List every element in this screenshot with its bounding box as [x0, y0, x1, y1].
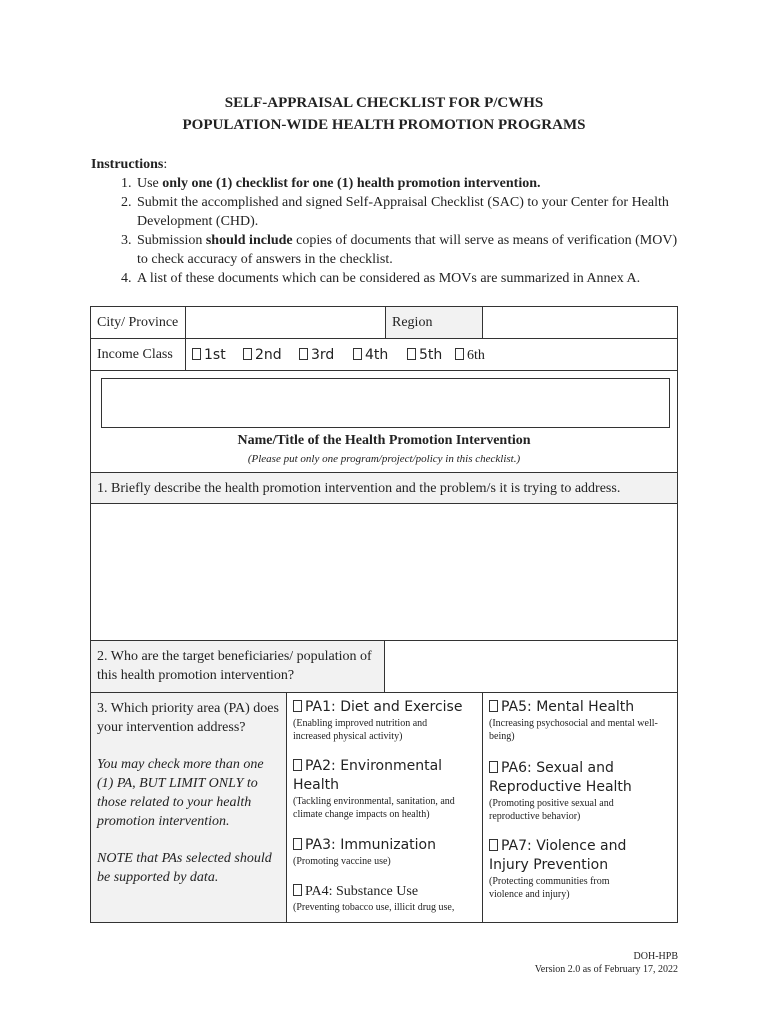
checkbox-icon	[192, 348, 201, 360]
pa6-description: (Promoting positive sexual and reproductive behavior)	[489, 798, 614, 822]
checkbox-icon	[407, 348, 416, 360]
question-2-label: 2. Who are the target beneficiaries/ population of this health promotion intervention?	[90, 640, 385, 693]
income-option-1st[interactable]: 1st	[192, 346, 226, 365]
pa4-description: (Preventing tobacco use, illicit drug use,	[293, 902, 455, 913]
footer-version: Version 2.0 as of February 17, 2022	[534, 964, 678, 975]
instruction-item-4: 4. A list of these documents which can be considered as MOVs are summarized in Annex A.	[135, 269, 681, 288]
income-class-options	[185, 338, 678, 371]
checkbox-icon	[489, 839, 498, 851]
region-label: Region	[385, 306, 483, 339]
question-3-note-1: You may check more than one (1) PA, BUT LIMIT ONLY to those related to your health promotion intervention.	[97, 757, 264, 829]
question-3-label-cell	[90, 692, 287, 923]
pa5-option[interactable]: PA5: Mental Health (Increasing psychosocial and mental well-being)	[489, 698, 669, 743]
priority-area-column-1	[286, 692, 483, 923]
income-option-6th[interactable]: 6th	[455, 346, 485, 365]
city-province-field[interactable]	[185, 306, 386, 339]
pa5-description: (Increasing psychosocial and mental well-being)	[489, 718, 658, 742]
intervention-name-field[interactable]	[101, 378, 670, 428]
checkbox-icon	[293, 700, 302, 712]
city-province-label: City/ Province	[90, 306, 186, 339]
pa3-description: (Promoting vaccine use)	[293, 856, 391, 867]
income-option-5th[interactable]: 5th	[407, 346, 442, 365]
instructions	[91, 155, 681, 288]
checkbox-icon	[489, 700, 498, 712]
pa2-description: (Tackling environmental, sanitation, and climate change impacts on health)	[293, 796, 455, 820]
income-option-4th[interactable]: 4th	[353, 346, 388, 365]
question-3-note-2: NOTE that PAs selected should be supported by data.	[97, 851, 272, 885]
income-option-2nd[interactable]: 2nd	[243, 346, 282, 365]
pa3-option[interactable]: PA3: Immunization (Promoting vaccine use)	[293, 836, 473, 868]
checkbox-icon	[353, 348, 362, 360]
instructions-colon: :	[163, 157, 168, 172]
pa1-description: (Enabling improved nutrition and increased physical activity)	[293, 718, 428, 742]
pa2-option[interactable]: PA2: Environmental Health (Tackling environmental, sanitation, and climate change impacts on health)	[293, 757, 473, 821]
checkbox-icon	[243, 348, 252, 360]
checkbox-icon	[299, 348, 308, 360]
priority-area-column-2	[482, 692, 678, 923]
instructions-heading: Instructions	[91, 157, 164, 172]
document-title-line2: POPULATION-WIDE HEALTH PROMOTION PROGRAMS	[182, 117, 586, 133]
document-title-line1: SELF-APPRAISAL CHECKLIST FOR P/CWHS	[224, 95, 544, 111]
intervention-name-section	[90, 370, 678, 473]
instruction-item-3: 3. Submission should include copies of documents that will serve as means of verification (MOV) to check accuracy of answers in the checklist.	[135, 231, 681, 269]
checkbox-icon	[489, 761, 498, 773]
instruction-item-2: 2. Submit the accomplished and signed Self-Appraisal Checklist (SAC) to your Center for Health Development (CHD).	[135, 193, 681, 231]
question-2-answer[interactable]	[384, 640, 678, 693]
pa7-option[interactable]: PA7: Violence and Injury Prevention (Protecting communities from violence and injury)	[489, 838, 627, 900]
question-3-label: 3. Which priority area (PA) does your intervention address?	[97, 701, 279, 735]
intervention-name-note: (Please put only one program/project/policy in this checklist.)	[247, 453, 521, 465]
instruction-item-1: 1. Use only one (1) checklist for one (1) health promotion intervention.	[135, 174, 681, 193]
pa1-option[interactable]: PA1: Diet and Exercise (Enabling improved nutrition and increased physical activity)	[293, 699, 463, 742]
question-1-answer[interactable]	[90, 503, 678, 641]
intervention-name-title: Name/Title of the Health Promotion Intervention	[237, 433, 531, 448]
pa7-description: (Protecting communities from violence and injury)	[489, 876, 610, 900]
checkbox-icon	[455, 348, 464, 360]
footer-org: DOH-HPB	[633, 951, 678, 962]
income-option-3rd[interactable]: 3rd	[299, 346, 334, 365]
checkbox-icon	[293, 759, 302, 771]
pa6-option[interactable]: PA6: Sexual and Reproductive Health (Promoting positive sexual and reproductive behavior)	[489, 760, 632, 822]
checkbox-icon	[293, 838, 302, 850]
pa4-option[interactable]: PA4: Substance Use (Preventing tobacco use, illicit drug use,	[293, 882, 473, 914]
checklist-form	[90, 306, 678, 923]
question-1-label: 1. Briefly describe the health promotion intervention and the problem/s it is trying to address.	[90, 472, 678, 504]
income-class-label: Income Class	[90, 338, 186, 371]
checkbox-icon	[293, 884, 302, 896]
region-field[interactable]	[482, 306, 678, 339]
